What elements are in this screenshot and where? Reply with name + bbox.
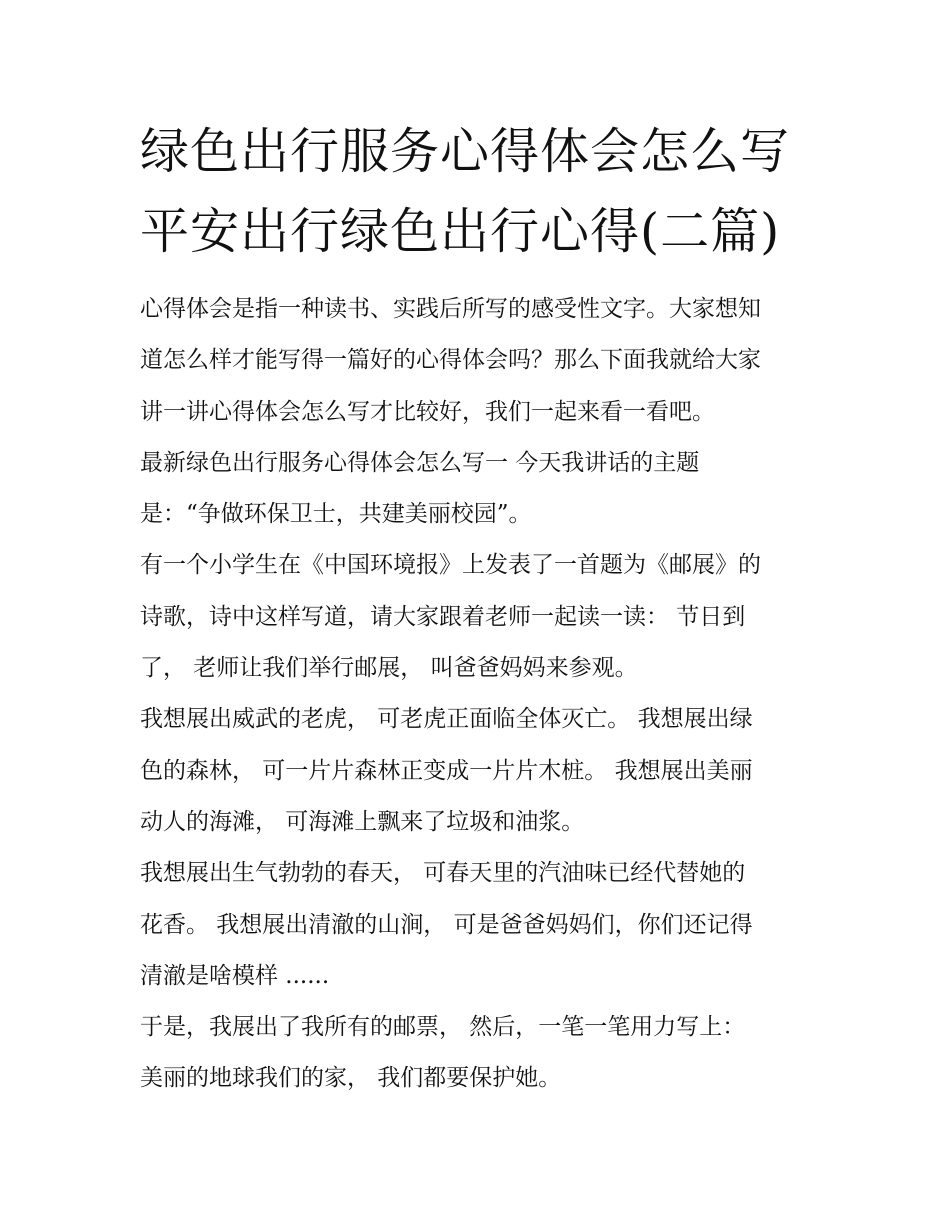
body-line-10: 色的森林， 可一片片森林正变成一片片木桩。 我想展出美丽 xyxy=(140,757,753,784)
body-line-1: 心得体会是指一种读书、实践后所写的感受性文字。大家想知 xyxy=(140,296,761,322)
body-line-2: 道怎么样才能写得一篇好的心得体会吗？那么下面我就给大家 xyxy=(140,347,761,374)
document-page xyxy=(140,112,820,1105)
body-line-7: 诗歌，诗中这样写道，请大家跟着老师一起读一读： 节日到 xyxy=(140,603,746,630)
document-title xyxy=(140,112,820,272)
body-line-16: 美丽的地球我们的家， 我们都要保护她。 xyxy=(140,1065,562,1092)
body-line-3: 讲一讲心得体会怎么写才比较好，我们一起来看一看吧。 xyxy=(140,398,715,425)
body-line-6: 有一个小学生在《中国环境报》上发表了一首题为《邮展》的 xyxy=(140,552,761,579)
body-line-4: 最新绿色出行服务心得体会怎么写一 今天我讲话的主题 xyxy=(140,449,700,476)
body-line-8: 了， 老师让我们举行邮展， 叫爸爸妈妈来参观。 xyxy=(140,655,638,682)
title-line-2: 平安出行绿色出行心得(二篇) xyxy=(140,203,781,260)
body-line-15: 于是，我展出了我所有的邮票， 然后，一笔一笔用力写上： xyxy=(140,1014,746,1041)
title-line-1: 绿色出行服务心得体会怎么写 xyxy=(140,123,791,180)
body-line-13: 花香。 我想展出清澈的山涧， 可是爸爸妈妈们，你们还记得 xyxy=(140,911,753,938)
document-body xyxy=(140,284,820,1105)
body-line-14: 清澈是啥模样 ...... xyxy=(140,962,330,989)
body-line-5: 是：“争做环保卫士，共建美丽校园”。 xyxy=(140,501,532,528)
body-line-12: 我想展出生气勃勃的春天， 可春天里的汽油味已经代替她的 xyxy=(140,860,746,887)
body-line-11: 动人的海滩， 可海滩上飘来了垃圾和油浆。 xyxy=(140,808,585,835)
body-line-9: 我想展出威武的老虎， 可老虎正面临全体灭亡。 我想展出绿 xyxy=(140,706,753,733)
